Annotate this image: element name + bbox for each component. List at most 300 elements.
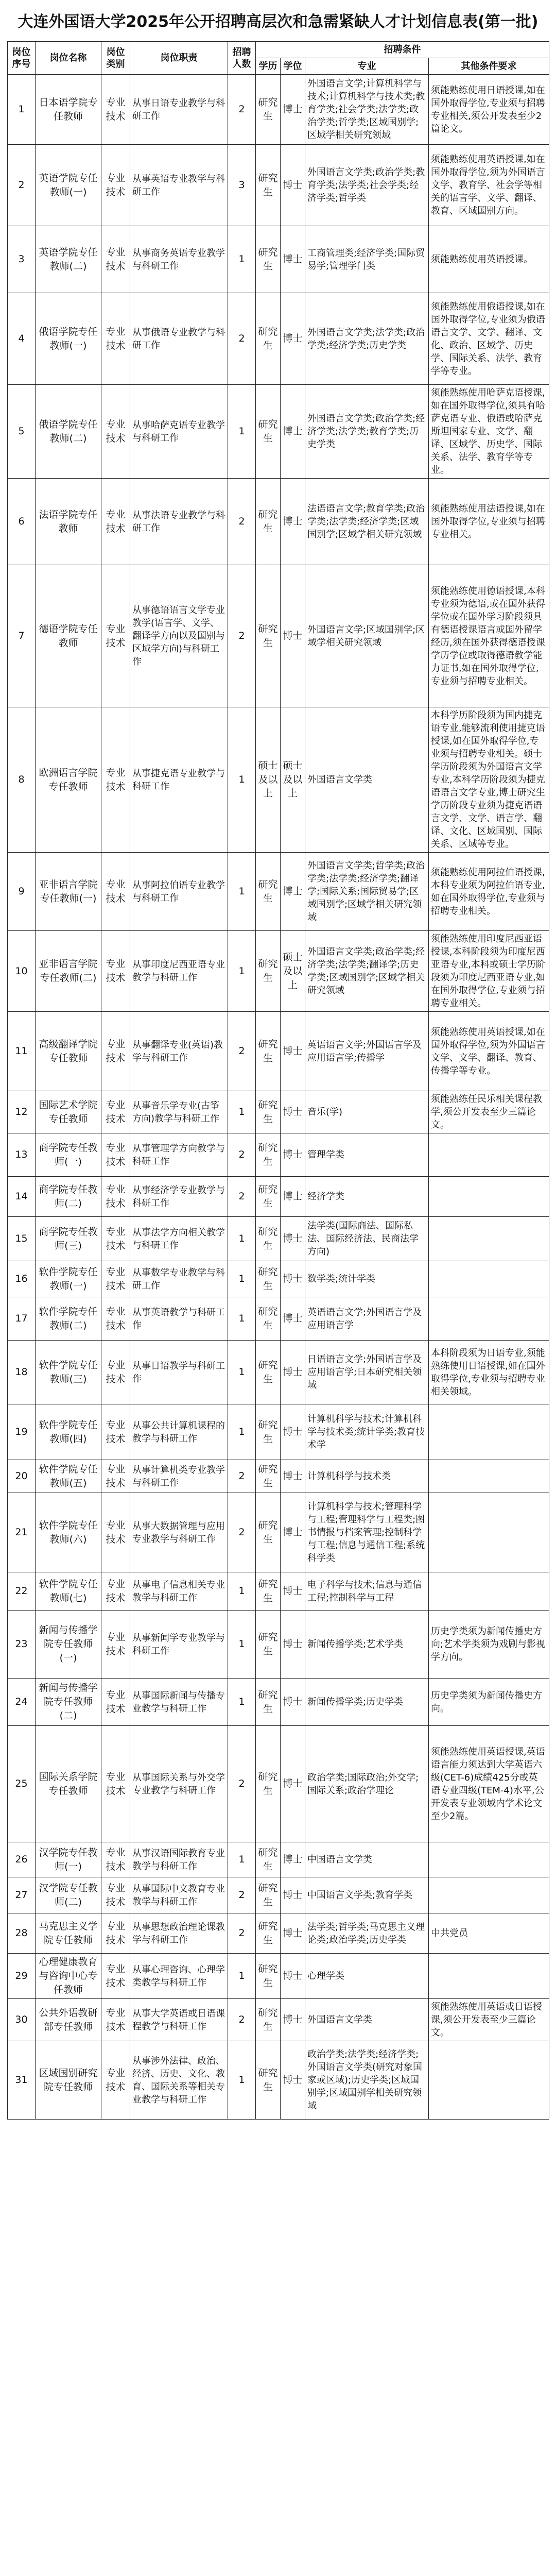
cell-seq: 17 (8, 1297, 36, 1341)
cell-name: 软件学院专任教师(五) (36, 1460, 101, 1493)
cell-major: 计算机科学与技术;计算机科学与技术类;统计学类;教育技术学 (305, 1404, 429, 1460)
cell-seq: 11 (8, 1012, 36, 1091)
cell-major: 外国语言文学;计算机科学与技术;计算机科学与技术类;教育学类;社会学类;法学类;政治学类;哲学类;区域国别学;区域学相关研究领域 (305, 75, 429, 145)
cell-seq: 12 (8, 1091, 36, 1133)
cell-category: 专业技术 (101, 1679, 130, 1726)
cell-other: 须能熟练使用阿拉伯语授课,本科专业须为阿拉伯语专业,如在国外取得学位,专业须与招聘专业相关。 (429, 853, 549, 931)
cell-degree: 硕士及以上 (281, 931, 305, 1012)
table-row (8, 1177, 549, 1217)
cell-seq: 9 (8, 853, 36, 931)
table-row (8, 145, 549, 226)
cell-name: 商学院专任教师(二) (36, 1177, 101, 1217)
cell-count: 2 (228, 1726, 256, 1842)
cell-edu: 研究生 (256, 479, 281, 565)
cell-category: 专业技术 (101, 1493, 130, 1572)
cell-major: 外国语言文学类 (305, 707, 429, 853)
cell-count: 1 (228, 226, 256, 293)
cell-other: 本科学历阶段须为国内捷克语专业,能够流利使用捷克语授课,如在国外取得学位,专业须与招聘专业相关。硕士学历阶段须为外国语言文学专业,本科学历阶段须为捷克语语言文学专业,博士研究生学历阶段专业须为捷克语语言文学、文学、语言学、翻译、文化、区域国别、国际关系、区域等专业。 (429, 707, 549, 853)
cell-count: 2 (228, 1493, 256, 1572)
table-row (8, 1133, 549, 1177)
cell-count: 1 (228, 1611, 256, 1679)
cell-degree: 博士 (281, 1012, 305, 1091)
cell-name: 法语学院专任教师 (36, 479, 101, 565)
header-count: 招聘人数 (228, 42, 256, 75)
cell-count: 3 (228, 145, 256, 226)
cell-category: 专业技术 (101, 565, 130, 707)
cell-count: 2 (228, 1999, 256, 2041)
cell-name: 新闻与传播学院专任教师(一) (36, 1611, 101, 1679)
cell-edu: 研究生 (256, 931, 281, 1012)
header-other: 其他条件要求 (429, 58, 549, 75)
cell-other (429, 1133, 549, 1177)
cell-degree: 博士 (281, 1261, 305, 1297)
cell-degree: 博士 (281, 1572, 305, 1611)
table-row (8, 1341, 549, 1404)
cell-desc: 从事哈萨克语专业教学与科研工作 (130, 385, 228, 479)
table-row (8, 1493, 549, 1572)
cell-degree: 博士 (281, 1877, 305, 1913)
cell-edu: 研究生 (256, 1493, 281, 1572)
cell-major: 管理学类 (305, 1133, 429, 1177)
cell-degree: 博士 (281, 479, 305, 565)
cell-seq: 19 (8, 1404, 36, 1460)
cell-name: 商学院专任教师(三) (36, 1217, 101, 1261)
cell-degree: 博士 (281, 1913, 305, 1954)
cell-category: 专业技术 (101, 1460, 130, 1493)
cell-seq: 2 (8, 145, 36, 226)
table-row (8, 1012, 549, 1091)
cell-seq: 25 (8, 1726, 36, 1842)
cell-desc: 从事国际中文教育专业教学与科研工作 (130, 1877, 228, 1913)
cell-other (429, 1572, 549, 1611)
cell-name: 心理健康教育与咨询中心专任教师 (36, 1954, 101, 1999)
cell-edu: 研究生 (256, 145, 281, 226)
cell-other: 须能熟练任民乐相关课程教学,须公开发表至少三篇论文。 (429, 1091, 549, 1133)
cell-name: 日本语学院专任教师 (36, 75, 101, 145)
cell-other: 历史学类须为新闻传播史方向。 (429, 1679, 549, 1726)
cell-name: 俄语学院专任教师(二) (36, 385, 101, 479)
cell-count: 2 (228, 1913, 256, 1954)
cell-desc: 从事德语语言文学专业教学(语言学、文学、翻译学方向以及国别与区域学方向)与科研工作 (130, 565, 228, 707)
cell-category: 专业技术 (101, 1877, 130, 1913)
cell-edu: 硕士及以上 (256, 707, 281, 853)
table-row (8, 1261, 549, 1297)
cell-other: 历史学类须为新闻传播史方向;艺术学类须为戏剧与影视学方向。 (429, 1611, 549, 1679)
cell-other: 须能熟练使用德语授课,本科专业须为德语,或在国外获得学位或在国外学习阶段须具有德语授课语言或国外留学经历,须在国外获得德语授课学历学位或取得德语教学能力证书,如在国外取得学位,专业须与招聘专业相关。 (429, 565, 549, 707)
table-row (8, 75, 549, 145)
cell-other: 须能熟练使用英语授课,英语语言能力须达到大学英语六级(CET-6)成绩425分或英语专业四级(TEM-4)水平,公开发表专业领域内学术论文至少2篇。 (429, 1726, 549, 1842)
header-category: 岗位类别 (101, 42, 130, 75)
cell-edu: 研究生 (256, 1679, 281, 1726)
cell-major: 外国语言文学类;政治学类;经济学类;法学类;教育学类;历史学类 (305, 385, 429, 479)
table-row (8, 1460, 549, 1493)
cell-degree: 博士 (281, 1460, 305, 1493)
cell-name: 欧洲语言学院专任教师 (36, 707, 101, 853)
cell-name: 商学院专任教师(一) (36, 1133, 101, 1177)
cell-seq: 23 (8, 1611, 36, 1679)
cell-edu: 研究生 (256, 1572, 281, 1611)
cell-count: 1 (228, 1842, 256, 1877)
cell-category: 专业技术 (101, 75, 130, 145)
cell-desc: 从事日语教学与科研工作 (130, 1341, 228, 1404)
cell-degree: 博士 (281, 1091, 305, 1133)
cell-name: 区域国别研究院专任教师 (36, 2041, 101, 2120)
cell-degree: 博士 (281, 1217, 305, 1261)
cell-major: 政治学类;法学类;经济学类;外国语言文学类(研究对象国家或区域);历史学类;区域国别学;区域国别学相关研究领域 (305, 2041, 429, 2120)
cell-other (429, 1460, 549, 1493)
cell-edu: 研究生 (256, 1091, 281, 1133)
cell-seq: 18 (8, 1341, 36, 1404)
cell-degree: 博士 (281, 1133, 305, 1177)
cell-desc: 从事大数据管理与应用专业教学与科研工作 (130, 1493, 228, 1572)
cell-degree: 博士 (281, 565, 305, 707)
cell-name: 亚非语言学院专任教师(一) (36, 853, 101, 931)
table-row (8, 1297, 549, 1341)
cell-other: 须能熟练使用英语授课,如在国外取得学位,须为外国语言文学、教育学、社会学等相关的语言学、文学、翻译、教育、区域国别方向。 (429, 145, 549, 226)
cell-count: 2 (228, 1877, 256, 1913)
cell-other: 须能熟练使用日语授课,如在国外取得学位,专业须与招聘专业相关,须公开发表至少2篇论文。 (429, 75, 549, 145)
cell-category: 专业技术 (101, 2041, 130, 2120)
table-row (8, 1842, 549, 1877)
table-row (8, 1217, 549, 1261)
cell-edu: 研究生 (256, 226, 281, 293)
cell-edu: 研究生 (256, 1261, 281, 1297)
cell-category: 专业技术 (101, 1611, 130, 1679)
cell-major: 外国语言文学类 (305, 1999, 429, 2041)
cell-major: 计算机科学与技术类 (305, 1460, 429, 1493)
cell-count: 2 (228, 1012, 256, 1091)
cell-desc: 从事国际新闻与传播专业教学与科研工作 (130, 1679, 228, 1726)
cell-desc: 从事国际关系与外交学专业教学与科研工作 (130, 1726, 228, 1842)
cell-name: 公共外语教研部专任教师 (36, 1999, 101, 2041)
cell-name: 软件学院专任教师(七) (36, 1572, 101, 1611)
cell-degree: 博士 (281, 1999, 305, 2041)
cell-edu: 研究生 (256, 1012, 281, 1091)
cell-category: 专业技术 (101, 1572, 130, 1611)
cell-desc: 从事日语专业教学与科研工作 (130, 75, 228, 145)
cell-desc: 从事经济学专业教学与科研工作 (130, 1177, 228, 1217)
cell-degree: 博士 (281, 1611, 305, 1679)
cell-category: 专业技术 (101, 385, 130, 479)
cell-major: 中国语言文学类 (305, 1842, 429, 1877)
cell-seq: 15 (8, 1217, 36, 1261)
cell-category: 专业技术 (101, 1297, 130, 1341)
cell-edu: 研究生 (256, 1954, 281, 1999)
table-row (8, 1091, 549, 1133)
cell-major: 经济学类 (305, 1177, 429, 1217)
cell-edu: 研究生 (256, 1404, 281, 1460)
cell-other: 须能熟练使用俄语授课,如在国外取得学位,专业须为俄语语言文学、文学、翻译、文化、政治、区域学、历史学、国际关系、法学、教育学等专业。 (429, 293, 549, 385)
cell-seq: 22 (8, 1572, 36, 1611)
cell-major: 电子科学与技术;信息与通信工程;控制科学与工程 (305, 1572, 429, 1611)
cell-degree: 博士 (281, 2041, 305, 2120)
cell-degree: 博士 (281, 1177, 305, 1217)
table-row (8, 2041, 549, 2120)
table-row (8, 1611, 549, 1679)
cell-major: 计算机科学与技术;管理科学与工程;管理科学与工程类;图书情报与档案管理;控制科学与工程;信息与通信工程;系统科学类 (305, 1493, 429, 1572)
table-row (8, 479, 549, 565)
cell-name: 软件学院专任教师(一) (36, 1261, 101, 1297)
table-row (8, 1404, 549, 1460)
cell-degree: 博士 (281, 1954, 305, 1999)
cell-seq: 26 (8, 1842, 36, 1877)
cell-seq: 7 (8, 565, 36, 707)
header-degree: 学位 (281, 58, 305, 75)
cell-desc: 从事新闻学专业教学与科研工作 (130, 1611, 228, 1679)
cell-category: 专业技术 (101, 1404, 130, 1460)
cell-category: 专业技术 (101, 145, 130, 226)
cell-seq: 4 (8, 293, 36, 385)
cell-name: 汉学院专任教师(二) (36, 1877, 101, 1913)
cell-other (429, 1954, 549, 1999)
cell-other (429, 1297, 549, 1341)
cell-edu: 研究生 (256, 1913, 281, 1954)
cell-name: 英语学院专任教师(一) (36, 145, 101, 226)
cell-seq: 14 (8, 1177, 36, 1217)
cell-major: 心理学类 (305, 1954, 429, 1999)
cell-edu: 研究生 (256, 1133, 281, 1177)
cell-desc: 从事英语专业教学与科研工作 (130, 145, 228, 226)
cell-name: 高级翻译学院专任教师 (36, 1012, 101, 1091)
cell-desc: 从事数学专业教学与科研工作 (130, 1261, 228, 1297)
table-body (8, 75, 549, 2120)
cell-other (429, 1261, 549, 1297)
recruitment-table (7, 41, 549, 2120)
cell-category: 专业技术 (101, 1842, 130, 1877)
cell-major: 法语语言文学;教育学类;政治学类;法学类;经济学类;区域国别学;区域学相关研究领域 (305, 479, 429, 565)
cell-edu: 研究生 (256, 853, 281, 931)
cell-count: 2 (228, 1177, 256, 1217)
cell-desc: 从事公共计算机课程的教学与科研工作 (130, 1404, 228, 1460)
table-row (8, 1913, 549, 1954)
cell-count: 2 (228, 1460, 256, 1493)
cell-count: 1 (228, 1297, 256, 1341)
header-name: 岗位名称 (36, 42, 101, 75)
cell-count: 1 (228, 707, 256, 853)
cell-seq: 27 (8, 1877, 36, 1913)
cell-category: 专业技术 (101, 1261, 130, 1297)
cell-name: 软件学院专任教师(三) (36, 1341, 101, 1404)
cell-seq: 30 (8, 1999, 36, 2041)
cell-edu: 研究生 (256, 293, 281, 385)
cell-count: 1 (228, 1261, 256, 1297)
cell-count: 1 (228, 931, 256, 1012)
cell-major: 中国语言文学类;教育学类 (305, 1877, 429, 1913)
cell-edu: 研究生 (256, 1460, 281, 1493)
cell-desc: 从事管理学方向教学与科研工作 (130, 1133, 228, 1177)
cell-count: 1 (228, 1217, 256, 1261)
cell-edu: 研究生 (256, 565, 281, 707)
cell-edu: 研究生 (256, 1877, 281, 1913)
cell-name: 汉学院专任教师(一) (36, 1842, 101, 1877)
cell-other: 本科阶段须为日语专业,须能熟练使用日语授课,如在国外取得学位,专业须与招聘专业相关领域。 (429, 1341, 549, 1404)
cell-desc: 从事俄语专业教学与科研工作 (130, 293, 228, 385)
cell-count: 1 (228, 1404, 256, 1460)
cell-degree: 博士 (281, 853, 305, 931)
cell-category: 专业技术 (101, 479, 130, 565)
cell-major: 法学类(国际商法、国际私法、国际经济法、民商法学方向) (305, 1217, 429, 1261)
table-row (8, 293, 549, 385)
cell-desc: 从事印度尼西亚语专业教学与科研工作 (130, 931, 228, 1012)
cell-edu: 研究生 (256, 1217, 281, 1261)
cell-category: 专业技术 (101, 293, 130, 385)
cell-degree: 博士 (281, 226, 305, 293)
cell-major: 英语语言文学;外国语言学及应用语言学 (305, 1297, 429, 1341)
cell-desc: 从事涉外法律、政治、经济、历史、文化、教育、国际关系等相关专业教学与科研工作 (130, 2041, 228, 2120)
cell-category: 专业技术 (101, 1177, 130, 1217)
cell-seq: 31 (8, 2041, 36, 2120)
cell-category: 专业技术 (101, 1341, 130, 1404)
cell-category: 专业技术 (101, 1913, 130, 1954)
cell-name: 软件学院专任教师(四) (36, 1404, 101, 1460)
header-edu: 学历 (256, 58, 281, 75)
cell-category: 专业技术 (101, 1954, 130, 1999)
cell-seq: 8 (8, 707, 36, 853)
cell-edu: 研究生 (256, 1726, 281, 1842)
cell-major: 新闻传播学类;艺术学类 (305, 1611, 429, 1679)
cell-category: 专业技术 (101, 853, 130, 931)
cell-count: 1 (228, 385, 256, 479)
cell-degree: 博士 (281, 1726, 305, 1842)
table-row (8, 931, 549, 1012)
cell-edu: 研究生 (256, 1177, 281, 1217)
cell-category: 专业技术 (101, 1217, 130, 1261)
cell-edu: 研究生 (256, 1999, 281, 2041)
cell-category: 专业技术 (101, 1133, 130, 1177)
cell-category: 专业技术 (101, 1012, 130, 1091)
cell-other (429, 1493, 549, 1572)
cell-desc: 从事思想政治理论课教学与科研工作 (130, 1913, 228, 1954)
cell-major: 外国语言文学;区域国别学;区域学相关研究领域 (305, 565, 429, 707)
cell-category: 专业技术 (101, 707, 130, 853)
cell-desc: 从事法语专业教学与科研工作 (130, 479, 228, 565)
cell-edu: 研究生 (256, 1297, 281, 1341)
cell-edu: 研究生 (256, 385, 281, 479)
cell-edu: 研究生 (256, 75, 281, 145)
cell-other: 须能熟练使用法语授课,如在国外取得学位,专业须与招聘专业相关。 (429, 479, 549, 565)
cell-major: 数学类;统计学类 (305, 1261, 429, 1297)
cell-name: 亚非语言学院专任教师(二) (36, 931, 101, 1012)
cell-name: 国际艺术学院专任教师 (36, 1091, 101, 1133)
cell-other: 须能熟练使用英语或日语授课,须公开发表至少三篇论文。 (429, 1999, 549, 2041)
cell-edu: 研究生 (256, 1341, 281, 1404)
cell-other (429, 2041, 549, 2120)
table-row (8, 1877, 549, 1913)
cell-category: 专业技术 (101, 1999, 130, 2041)
cell-name: 软件学院专任教师(六) (36, 1493, 101, 1572)
header-seq: 岗位序号 (8, 42, 36, 75)
cell-degree: 博士 (281, 1297, 305, 1341)
cell-degree: 博士 (281, 1493, 305, 1572)
table-row (8, 226, 549, 293)
header-conditions: 招聘条件 (256, 42, 549, 58)
cell-count: 1 (228, 2041, 256, 2120)
cell-name: 马克思主义学院专任教师 (36, 1913, 101, 1954)
cell-other: 须能熟练使用英语授课。 (429, 226, 549, 293)
cell-degree: 博士 (281, 145, 305, 226)
cell-major: 外国语言文学类;法学类;政治学类;经济学类;历史学类 (305, 293, 429, 385)
cell-other (429, 1217, 549, 1261)
cell-seq: 21 (8, 1493, 36, 1572)
cell-edu: 研究生 (256, 1611, 281, 1679)
table-row (8, 1999, 549, 2041)
cell-other: 须能熟练使用印度尼西亚语授课,本科阶段须为印度尼西亚语专业,本科或硕士学历阶段须为印度尼西亚语专业,如在国外取得学位,专业须与招聘专业相关。 (429, 931, 549, 1012)
cell-other (429, 1404, 549, 1460)
cell-desc: 从事翻译专业(英语)教学与科研工作 (130, 1012, 228, 1091)
cell-desc: 从事电子信息相关专业教学与科研工作 (130, 1572, 228, 1611)
cell-name: 英语学院专任教师(二) (36, 226, 101, 293)
cell-name: 软件学院专任教师(二) (36, 1297, 101, 1341)
table-row (8, 1572, 549, 1611)
cell-degree: 博士 (281, 1341, 305, 1404)
cell-count: 1 (228, 1091, 256, 1133)
cell-seq: 20 (8, 1460, 36, 1493)
cell-desc: 从事大学英语或日语课程教学与科研工作 (130, 1999, 228, 2041)
cell-desc: 从事汉语国际教育专业教学与科研工作 (130, 1842, 228, 1877)
cell-degree: 博士 (281, 293, 305, 385)
table-row (8, 565, 549, 707)
table-row (8, 1726, 549, 1842)
cell-degree: 博士 (281, 1842, 305, 1877)
cell-count: 1 (228, 1341, 256, 1404)
cell-other (429, 1877, 549, 1913)
table-row (8, 1679, 549, 1726)
cell-degree: 硕士及以上 (281, 707, 305, 853)
cell-count: 1 (228, 1572, 256, 1611)
cell-desc: 从事商务英语专业教学与科研工作 (130, 226, 228, 293)
header-major: 专业 (305, 58, 429, 75)
cell-name: 德语学院专任教师 (36, 565, 101, 707)
cell-count: 2 (228, 75, 256, 145)
cell-other: 须能熟练使用哈萨克语授课,如在国外取得学位,须具有哈萨克语专业、俄语或哈萨克斯坦国家专业、文学、翻译、区域学、历史学、国际关系、法学、教育学等专业。 (429, 385, 549, 479)
cell-seq: 10 (8, 931, 36, 1012)
page-title: 大连外国语大学2025年公开招聘高层次和急需紧缺人才计划信息表(第一批) (18, 13, 538, 31)
cell-major: 外国语言文学类;政治学类;经济学类;法学类;翻译学;历史学类;区域国别学;区域学相关研究领域 (305, 931, 429, 1012)
header-desc: 岗位职责 (130, 42, 228, 75)
cell-major: 外国语言文学类;政治学类;教育学类;法学类;社会学类;经济学类;哲学类 (305, 145, 429, 226)
table-header-row (8, 42, 549, 58)
cell-major: 外国语言文学类;哲学类;政治学类;法学类;经济学类;翻译学;国际关系;国际贸易学;区域国别学;区域学相关研究领域 (305, 853, 429, 931)
cell-degree: 博士 (281, 385, 305, 479)
cell-seq: 13 (8, 1133, 36, 1177)
cell-other: 须能熟练使用英语授课,如在国外取得学位,须为外国语言文学、文学、翻译、教育、传播学等专业。 (429, 1012, 549, 1091)
cell-degree: 博士 (281, 1679, 305, 1726)
cell-edu: 研究生 (256, 1842, 281, 1877)
table-row (8, 385, 549, 479)
cell-major: 新闻传播学类;历史学类 (305, 1679, 429, 1726)
cell-seq: 29 (8, 1954, 36, 1999)
cell-other (429, 1177, 549, 1217)
cell-count: 1 (228, 853, 256, 931)
table-row (8, 853, 549, 931)
cell-desc: 从事阿拉伯语专业教学与科研工作 (130, 853, 228, 931)
cell-count: 1 (228, 1679, 256, 1726)
cell-other: 中共党员 (429, 1913, 549, 1954)
cell-name: 新闻与传播学院专任教师(二) (36, 1679, 101, 1726)
cell-major: 工商管理类;经济学类;国际贸易学;管理学门类 (305, 226, 429, 293)
cell-name: 国际关系学院专任教师 (36, 1726, 101, 1842)
cell-degree: 博士 (281, 1404, 305, 1460)
cell-degree: 博士 (281, 75, 305, 145)
cell-count: 2 (228, 565, 256, 707)
cell-seq: 28 (8, 1913, 36, 1954)
cell-major: 法学类;哲学类;马克思主义理论类;政治学类;历史学类 (305, 1913, 429, 1954)
cell-count: 1 (228, 1954, 256, 1999)
cell-desc: 从事英语教学与科研工作 (130, 1297, 228, 1341)
cell-category: 专业技术 (101, 931, 130, 1012)
cell-desc: 从事计算机类专业教学与科研工作 (130, 1460, 228, 1493)
cell-seq: 16 (8, 1261, 36, 1297)
